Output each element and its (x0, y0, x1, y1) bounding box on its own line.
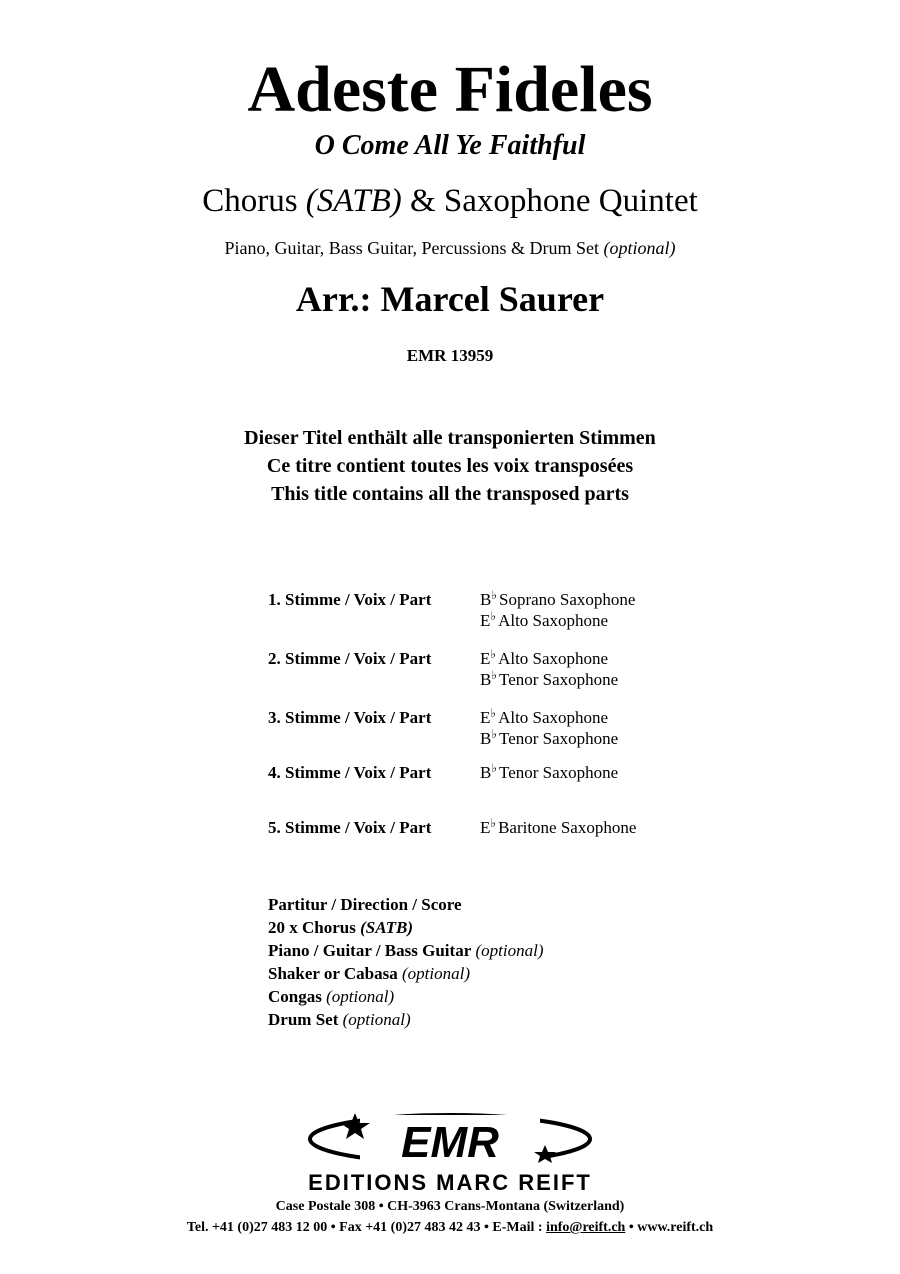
flat-sign-icon: ♭ (491, 761, 498, 775)
logo-text: EMR (401, 1118, 499, 1167)
optional-tag: (optional) (603, 238, 676, 258)
optional-instruments (0, 236, 900, 260)
extras-item: Congas (optional) (268, 987, 395, 1006)
part-instruments (480, 763, 618, 784)
flat-sign-icon: ♭ (490, 647, 497, 661)
publisher-name: EDITIONS MARC REIFT (308, 1170, 592, 1195)
emr-logo-icon (0, 1105, 900, 1175)
part-instruments (480, 649, 618, 691)
contact-website: • www.reift.ch (625, 1220, 714, 1235)
instrumentation (0, 181, 900, 221)
part-label: 3. Stimme / Voix / Part (268, 708, 432, 727)
flat-sign-icon: ♭ (490, 609, 497, 623)
email-link[interactable]: info@reift.ch (546, 1220, 626, 1235)
optional-instruments-list: Piano, Guitar, Bass Guitar, Percussions & Drum Set (224, 238, 600, 258)
instrument-line: E♭ Alto Saxophone (480, 609, 609, 630)
page-subtitle: O Come All Ye Faithful (314, 130, 586, 161)
part-label: 2. Stimme / Voix / Part (268, 649, 432, 668)
instrument-line: B♭ Tenor Saxophone (480, 727, 619, 748)
instrumentation-voices: (SATB) (305, 183, 402, 219)
flat-sign-icon: ♭ (491, 588, 498, 602)
extras-item: 20 x Chorus (SATB) (268, 918, 414, 937)
part-label: 5. Stimme / Voix / Part (268, 818, 432, 837)
part-label: 1. Stimme / Voix / Part (268, 590, 432, 609)
instrument-line: B♭ Tenor Saxophone (480, 668, 619, 689)
transposed-note-fr: Ce titre contient toutes les voix transposées (266, 455, 634, 477)
part-label: 4. Stimme / Voix / Part (268, 763, 432, 782)
contact-phone-fax: Tel. +41 (0)27 483 12 00 • Fax +41 (0)27 483 42 43 • E-Mail : (186, 1220, 547, 1235)
page-title: Adeste Fideles (247, 53, 653, 126)
catalog-number: EMR 13959 (406, 346, 494, 365)
flat-sign-icon: ♭ (491, 727, 498, 741)
extras-item: Partitur / Direction / Score (268, 895, 462, 914)
arranger: Arr.: Marcel Saurer (295, 279, 605, 319)
part-instruments (480, 590, 635, 632)
publisher-address: Case Postale 308 • CH-3963 Crans-Montana (Switzerland) (275, 1199, 625, 1214)
extras-list (268, 893, 544, 1031)
extras-item: Piano / Guitar / Bass Guitar (optional) (268, 941, 544, 960)
flat-sign-icon: ♭ (491, 668, 498, 682)
instrument-line: E♭ Alto Saxophone (480, 647, 609, 668)
publisher-contact (0, 1219, 900, 1237)
flat-sign-icon: ♭ (490, 706, 497, 720)
transposed-note-de: Dieser Titel enthält alle transponierten Stimmen (244, 427, 656, 449)
extras-item: Shaker or Cabasa (optional) (268, 964, 470, 983)
flat-sign-icon: ♭ (490, 816, 497, 830)
extras-item: Drum Set (optional) (268, 1010, 411, 1029)
part-instruments (480, 818, 636, 839)
part-instruments (480, 708, 618, 750)
instrument-line: E♭ Baritone Saxophone (480, 816, 637, 837)
instrument-line: B♭ Soprano Saxophone (480, 588, 636, 609)
instrumentation-main: Chorus (202, 183, 298, 219)
instrument-line: E♭ Alto Saxophone (480, 706, 609, 727)
instrument-line: B♭ Tenor Saxophone (480, 761, 619, 782)
transposed-note-en: This title contains all the transposed parts (271, 483, 629, 505)
instrumentation-rest: & Saxophone Quintet (409, 183, 698, 219)
